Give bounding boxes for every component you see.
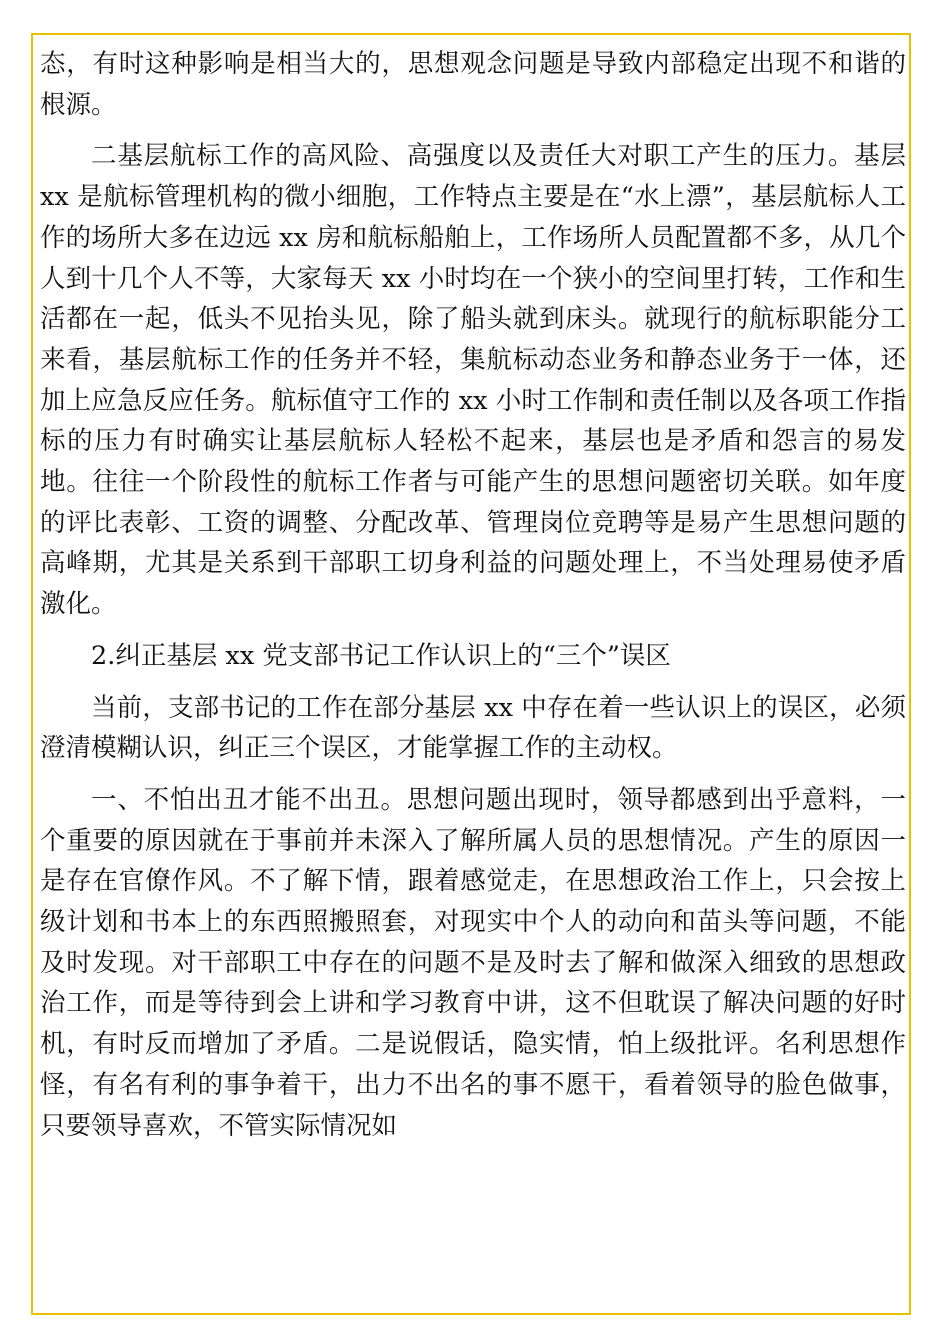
paragraph-continuation: 态，有时这种影响是相当大的，思想观念问题是导致内部稳定出现不和谐的根源。 — [40, 49, 906, 120]
paragraph-pressure: 二基层航标工作的高风险、高强度以及责任大对职工产生的压力。基层 xx 是航标管理机构的微小细胞，工作特点主要是在“水上漂”，基层航标人工作的场所大多在边远 xx 房和航标船舶上，工作场所人员配置都不多，从几个人到十几个人不等，大家每天 xx 小时均在一个狭小的空间里打转，工作和生活都在一起，低头不见抬头见，除了船头就到床头。就现行的航标职能分工来看，基层航标工作的任务并不轻，集航标动态业务和静态业务于一体，还加上应急反应任务。航标值守工作的 xx 小时工作制和责任制以及各项工作指标的压力有时确实让基层航标人轻松不起来，基层也是矛盾和怨言的易发地。往往一个阶段性的航标工作者与可能产生的思想问题密切关联。如年度的评比表彰、工资的调整、分配改革、管理岗位竞聘等是易产生思想问题的高峰期，尤其是关系到干部职工切身利益的问题处理上，不当处理易使矛盾激化。 — [40, 141, 906, 620]
paragraph-current: 当前，支部书记的工作在部分基层 xx 中存在着一些认识上的误区，必须澄清模糊认识，纠正三个误区，才能掌握工作的主动权。 — [40, 692, 906, 764]
document-body — [40, 44, 906, 1157]
section-heading: 2.纠正基层 xx 党支部书记工作认识上的“三个”误区 — [91, 640, 671, 671]
paragraph-first-misconception: 一、不怕出丑才能不出丑。思想问题出现时，领导都感到出乎意料，一个重要的原因就在于事前并未深入了解所属人员的思想情况。产生的原因一是存在官僚作风。不了解下情，跟着感觉走，在思想政治工作上，只会按上级计划和书本上的东西照搬照套，对现实中个人的动向和苗头等问题，不能及时发现。对干部职工中存在的问题不是及时去了解和做深入细致的思想政治工作，而是等待到会上讲和学习教育中讲，这不但耽误了解决问题的好时机，有时反而增加了矛盾。二是说假话，隐实情，怕上级批评。名利思想作怪，有名有利的事争着干，出力不出名的事不愿干，看着领导的脸色做事，只要领导喜欢，不管实际情况如 — [40, 784, 906, 1141]
